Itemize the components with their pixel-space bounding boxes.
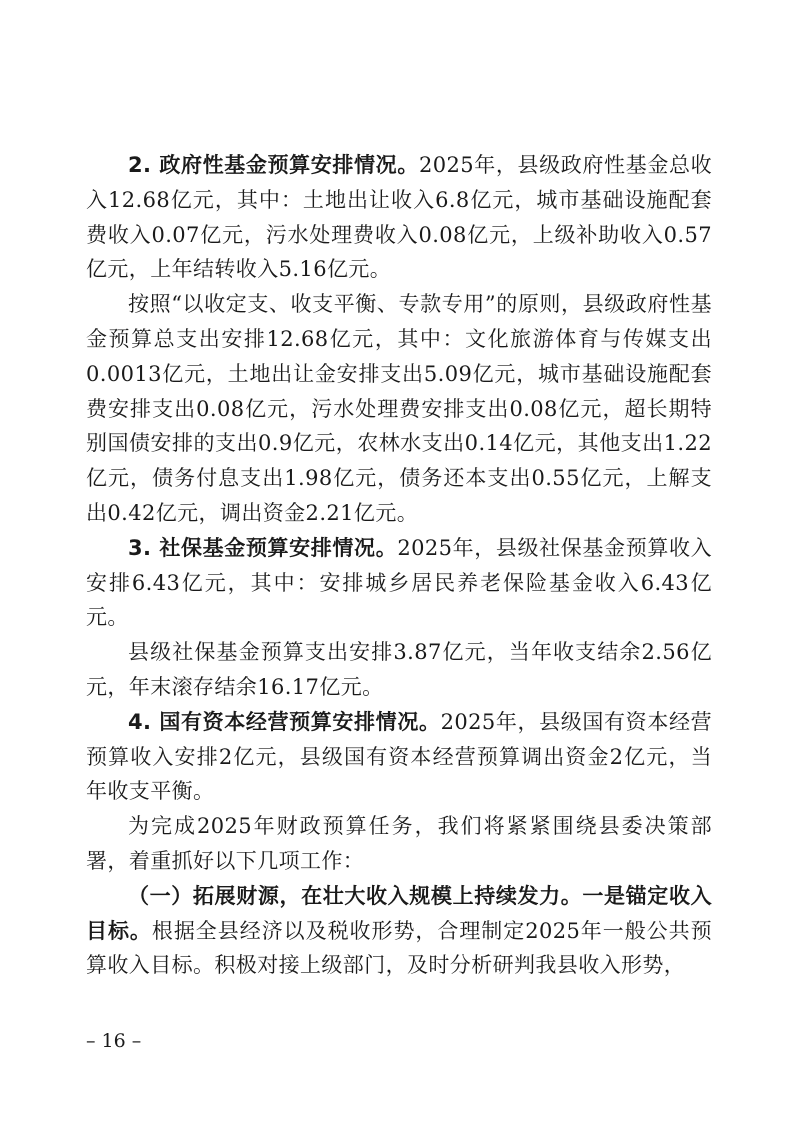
paragraph-government-fund-income — [86, 148, 712, 287]
paragraph-text: 2025年，县级社保基金预算收入安排6.43亿元，其中：安排城乡居民养老保险基金收入6.43亿元。 — [86, 535, 712, 630]
paragraph-tasks-intro — [86, 809, 712, 879]
section-heading: （一）拓展财源，在壮大收入规模上持续发力。一是锚定收入目标。 — [86, 883, 712, 943]
paragraph-state-capital — [86, 705, 712, 809]
paragraph-social-security-expenditure — [86, 635, 712, 705]
paragraph-text: 县级社保基金预算支出安排3.87亿元，当年收支结余2.56亿元，年末滚存结余16.17亿元。 — [86, 640, 712, 699]
paragraph-text: 根据全县经济以及税收形势，合理制定2025年一般公共预算收入目标。积极对接上级部门，及时分析研判我县收入形势， — [86, 918, 713, 978]
page-number: – 16 – — [86, 1030, 142, 1052]
paragraph-text: 2025年，县级政府性基金总收入12.68亿元，其中：土地出让收入6.8亿元，城市基础设施配套费收入0.07亿元，污水处理费收入0.08亿元，上级补助收入0.57亿元，上年结转收入5.16亿元。 — [86, 153, 712, 282]
paragraph-text: 2025年，县级国有资本经营预算收入安排2亿元，县级国有资本经营预算调出资金2亿元，当年收支平衡。 — [86, 709, 712, 804]
section-heading: 3. 社保基金预算安排情况。 — [128, 535, 398, 560]
paragraph-text: 为完成2025年财政预算任务，我们将紧紧围绕县委决策部署，着重抓好以下几项工作： — [86, 814, 712, 873]
section-heading: 4. 国有资本经营预算安排情况。 — [128, 709, 441, 734]
paragraph-text: 按照“以收定支、收支平衡、专款专用”的原则，县级政府性基金预算总支出安排12.68亿元，其中：文化旅游体育与传媒支出0.0013亿元，土地出让金安排支出5.09亿元，城市基础设施配套费安排支出0.08亿元，污水处理费安排支出0.08亿元，超长期特别国债安排的支出0.9亿元，农林水支出0.14亿元，其他支出1.22亿元，债务付息支出1.98亿元，债务还本支出0.55亿元，上解支出0.42亿元，调出资金2.21亿元。 — [86, 292, 712, 525]
paragraph-social-security-income — [86, 531, 712, 635]
body-text — [86, 148, 712, 983]
paragraph-government-fund-expenditure — [86, 287, 712, 531]
section-heading: 2. 政府性基金预算安排情况。 — [128, 153, 419, 177]
paragraph-task-one — [86, 879, 712, 983]
